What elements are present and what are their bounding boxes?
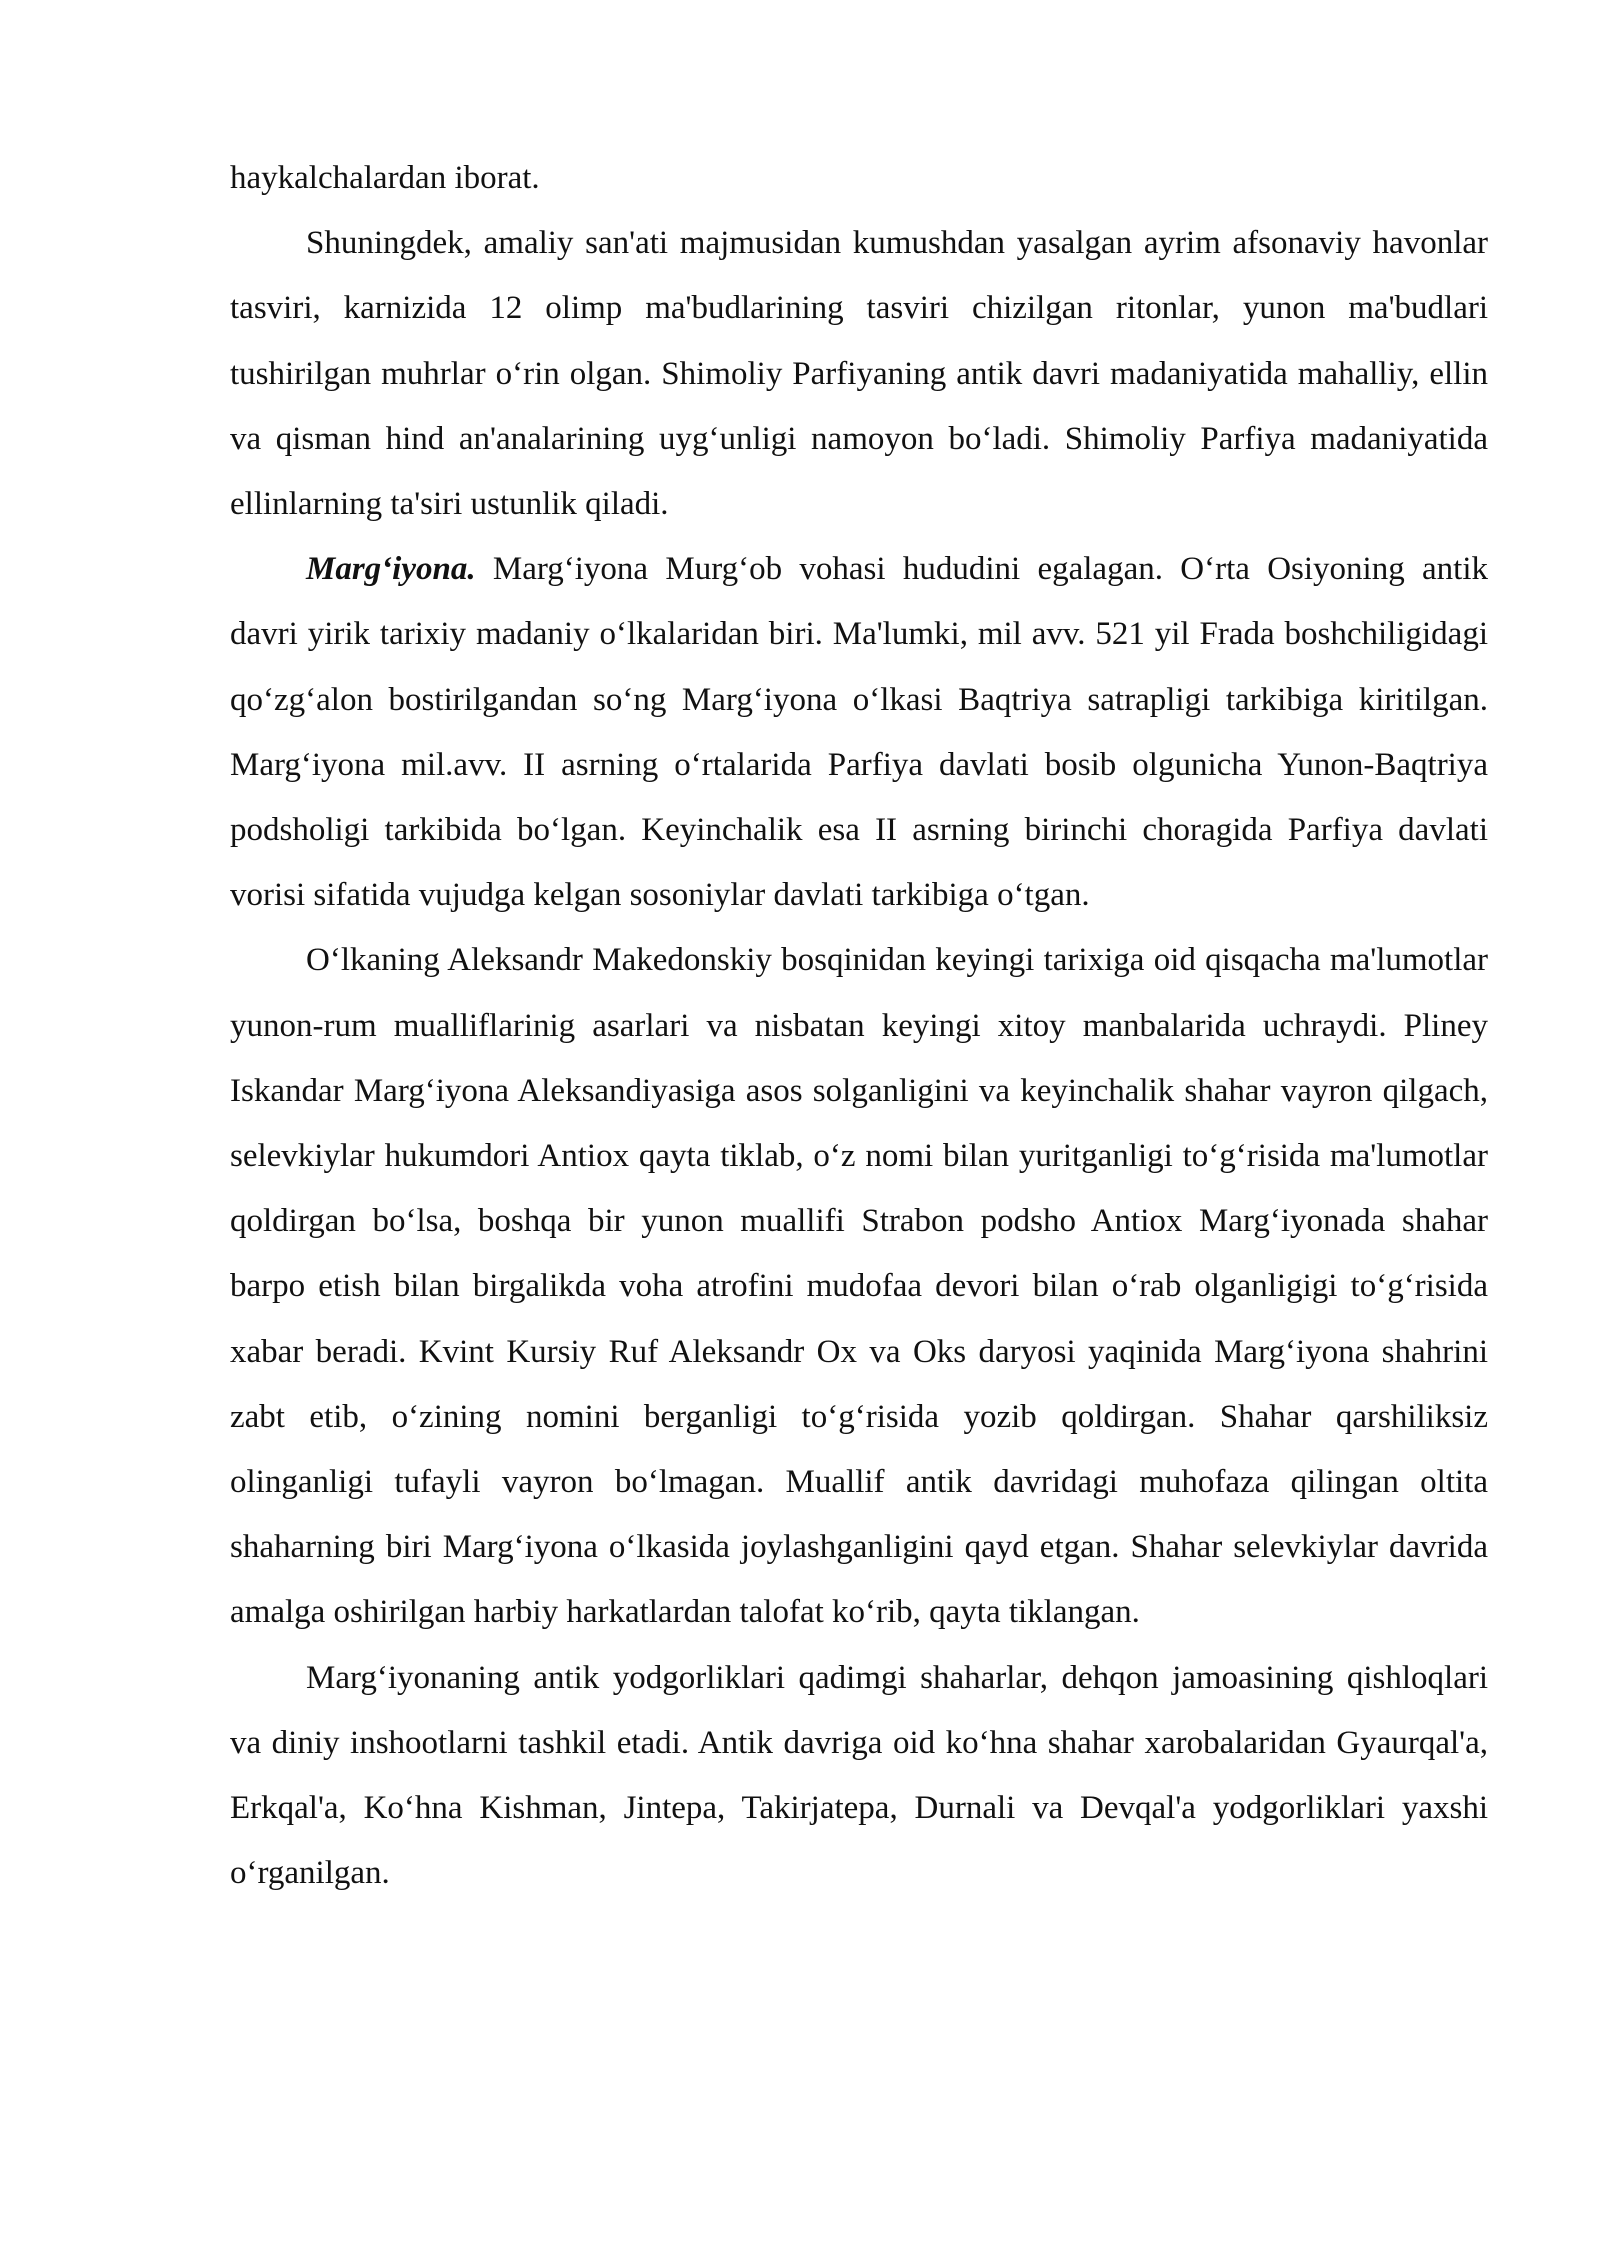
paragraph-text: O‘lkaning Aleksandr Makedonskiy bosqinidan keyingi tarixiga oid qisqacha ma'lumotlar yunon-rum mualliflarinig asarlari va nisbatan keyingi xitoy manbalarida uchraydi. Pliney Iskandar Marg‘iyona Aleksandiyasiga asos solganligini va keyinchalik shahar vayron qilgach, selevkiylar hukumdori Antiox qayta tiklab, o‘z nomi bilan yuritganligi to‘g‘risida ma'lumotlar qoldirgan bo‘lsa, boshqa bir yunon muallifi Strabon podsho Antiox Marg‘iyonada shahar barpo etish bilan birgalikda voha atrofini mudofaa devori bilan o‘rab olganligigi to‘g‘risida xabar beradi. Kvint Kursiy Ruf Aleksandr Ox va Oks daryosi yaqinida Marg‘iyona shahrini zabt etib, o‘zining nomini berganligi to‘g‘risida yozib qoldirgan. Shahar qarshiliksiz olinganligi tufayli vayron bo‘lmagan. Muallif antik davridagi muhofaza qilingan oltita shaharning biri Marg‘iyona o‘lkasida joylashganligini qayd etgan. Shahar selevkiylar davrida amalga oshirilgan harbiy harkatlardan talofat ko‘rib, qayta tiklangan.: [230, 942, 1488, 1631]
paragraph-continuation: [230, 146, 1488, 211]
paragraph-text: Shuningdek, amaliy san'ati majmusidan kumushdan yasalgan ayrim afsonaviy havonlar tasviri, karnizida 12 olimp ma'budlarining tasviri chizilgan ritonlar, yunon ma'budlari tushirilgan muhrlar o‘rin olgan. Shimoliy Parfiyaning antik davri madaniyatida mahalliy, ellin va qisman hind an'analarining uyg‘unligi namoyon bo‘ladi. Shimoliy Parfiya madaniyatida ellinlarning ta'siri ustunlik qiladi.: [230, 225, 1488, 523]
paragraph-text: Marg‘iyona Murg‘ob vohasi hududini egalagan. O‘rta Osiyoning antik davri yirik tarixiy madaniy o‘lkalaridan biri. Ma'lumki, mil avv. 521 yil Frada boshchiligidagi qo‘zg‘alon bostirilgandan so‘ng Marg‘iyona o‘lkasi Baqtriya satrapligi tarkibiga kiritilgan. Marg‘iyona mil.avv. II asrning o‘rtalarida Parfiya davlati bosib olgunicha Yunon-Baqtriya podsholigi tarkibida bo‘lgan. Keyinchalik esa II asrning birinchi choragida Parfiya davlati vorisi sifatida vujudga kelgan sosoniylar davlati tarkibiga o‘tgan.: [230, 551, 1488, 914]
paragraph-text: Marg‘iyonaning antik yodgorliklari qadimgi shaharlar, dehqon jamoasining qishloqlari va diniy inshootlarni tashkil etadi. Antik davriga oid ko‘hna shahar xarobalaridan Gyaurqal'a, Erkqal'a, Ko‘hna Kishman, Jintepa, Takirjatepa, Durnali va Devqal'a yodgorliklari yaxshi o‘rganilgan.: [230, 1659, 1488, 1892]
paragraph-text: haykalchalardan iborat.: [230, 160, 540, 196]
paragraph-greco-roman-sources: [230, 928, 1488, 1645]
section-heading-margiyona: Marg‘iyona.: [306, 551, 476, 588]
paragraph-margiyona-intro: [230, 537, 1488, 928]
paragraph-monuments: [230, 1646, 1488, 1907]
document-body: [230, 146, 1488, 1906]
paragraph-silver-artifacts: [230, 211, 1488, 537]
